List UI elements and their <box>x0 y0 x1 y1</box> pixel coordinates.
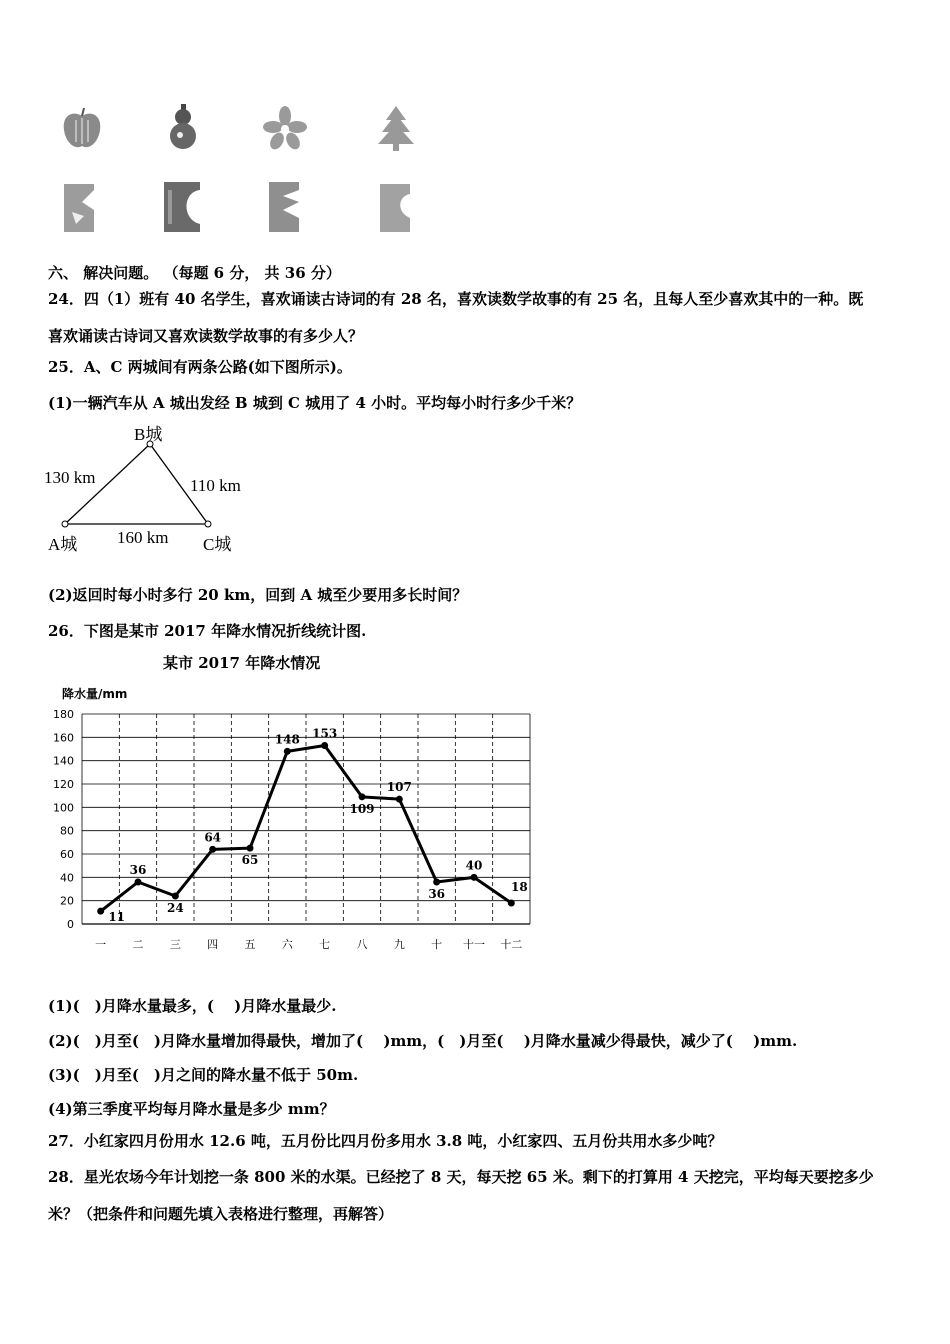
folded-paper-2-icon <box>160 180 206 236</box>
y-tick-label: 160 <box>53 731 74 745</box>
chart-title: 某市 2017 年降水情况 <box>163 654 321 672</box>
x-tick-label: 十一 <box>463 938 485 951</box>
data-label: 36 <box>129 863 147 877</box>
x-tick-label: 七 <box>319 938 331 951</box>
label-c-city: C城 <box>203 535 232 554</box>
data-point <box>471 874 478 881</box>
data-point <box>396 796 403 803</box>
x-tick-label: 二 <box>132 938 144 951</box>
label-b-city: B城 <box>134 425 163 444</box>
q25-part1: (1)一辆汽车从 A 城出发经 B 城到 C 城用了 4 小时。平均每小时行多少千米？ <box>48 394 582 412</box>
x-tick-label: 五 <box>244 938 256 951</box>
folded-paper-4-icon <box>376 182 416 234</box>
data-point <box>209 846 216 853</box>
data-label: 40 <box>465 858 483 873</box>
data-point <box>135 879 142 886</box>
data-point <box>284 748 291 755</box>
x-tick-label: 八 <box>356 938 368 951</box>
gourd-icon <box>163 102 203 152</box>
data-point <box>247 845 254 852</box>
q27-line1: 27．小红家四月份用水 12.6 吨，五月份比四月份多用水 3.8 吨，小红家四、五月份共用水多少吨？ <box>48 1132 723 1150</box>
q26-line1: 26．下图是某市 2017 年降水情况折线统计图. <box>48 622 367 640</box>
folded-paper-3-icon <box>265 180 305 234</box>
data-label: 109 <box>349 801 375 816</box>
x-tick-label: 十 <box>431 938 443 951</box>
data-label: 65 <box>241 853 259 868</box>
data-point <box>508 900 515 907</box>
data-point <box>97 908 104 915</box>
y-tick-label: 20 <box>60 894 74 908</box>
data-label: 64 <box>204 830 222 845</box>
flower-icon <box>262 105 308 151</box>
y-tick-label: 0 <box>67 918 74 931</box>
y-tick-label: 80 <box>60 824 74 838</box>
data-label: 153 <box>312 726 338 741</box>
data-label: 107 <box>386 780 412 795</box>
label-ac-distance: 160 km <box>117 528 169 547</box>
section-heading: 六、 解决问题。 （每题 6 分， 共 36 分） <box>48 264 341 282</box>
tree-icon <box>374 104 418 152</box>
x-tick-label: 四 <box>207 938 219 951</box>
rainfall-line-chart <box>40 680 540 960</box>
q25-line1: 25．A、C 两城间有两条公路(如下图所示)。 <box>48 358 352 376</box>
y-tick-label: 60 <box>60 848 74 861</box>
q26-p3: (3)( )月至( )月之间的降水量不低于 50m. <box>48 1066 359 1084</box>
city-a-point <box>62 521 68 527</box>
q25-part2: (2)返回时每小时多行 20 km，回到 A 城至少要用多长时间？ <box>48 586 468 604</box>
label-a-city: A城 <box>48 535 78 554</box>
x-tick-label: 九 <box>393 938 405 951</box>
q28-line1: 28．星光农场今年计划挖一条 800 米的水渠。已经挖了 8 天，每天挖 65 米。剩下的打算用 4 天挖完，平均每天要挖多少 <box>48 1168 874 1186</box>
folded-paper-1-icon <box>62 182 102 234</box>
y-axis-label: 降水量/mm <box>62 687 128 701</box>
x-tick-label: 六 <box>281 938 293 951</box>
q28-line2: 米？（把条件和问题先填入表格进行整理，再解答） <box>48 1205 394 1223</box>
apple-icon <box>58 104 106 152</box>
x-tick-label: 一 <box>95 938 107 951</box>
y-tick-label: 120 <box>53 778 74 791</box>
y-tick-label: 100 <box>53 801 74 815</box>
data-label: 148 <box>274 732 300 747</box>
y-tick-label: 180 <box>53 708 74 721</box>
label-bc-distance: 110 km <box>190 476 241 495</box>
q26-p1: (1)( )月降水量最多，( )月降水量最少. <box>48 997 337 1015</box>
data-point <box>321 742 328 749</box>
x-tick-label: 十二 <box>500 938 523 951</box>
data-label: 36 <box>428 887 446 901</box>
data-label: 24 <box>166 901 184 915</box>
q26-p4: (4)第三季度平均每月降水量是多少 mm？ <box>48 1100 335 1118</box>
data-point <box>433 879 440 886</box>
y-tick-label: 40 <box>60 871 74 885</box>
data-point <box>359 793 366 800</box>
q26-p2: (2)( )月至( )月降水量增加得最快，增加了( )mm，( )月至( )月降水量减少得最快，减少了( )mm. <box>48 1032 798 1050</box>
city-c-point <box>205 521 211 527</box>
x-tick-label: 三 <box>169 938 181 951</box>
label-ab-distance: 130 km <box>44 468 96 487</box>
y-tick-label: 140 <box>53 754 74 768</box>
q24-line1: 24．四（1）班有 40 名学生，喜欢诵读古诗词的有 28 名，喜欢读数学故事的有 25 名，且每人至少喜欢其中的一种。既 <box>48 290 864 308</box>
data-point <box>172 893 179 900</box>
q24-line2: 喜欢诵读古诗词又喜欢读数学故事的有多少人？ <box>48 327 364 345</box>
data-label: 11 <box>108 910 126 925</box>
data-label: 18 <box>510 880 528 894</box>
